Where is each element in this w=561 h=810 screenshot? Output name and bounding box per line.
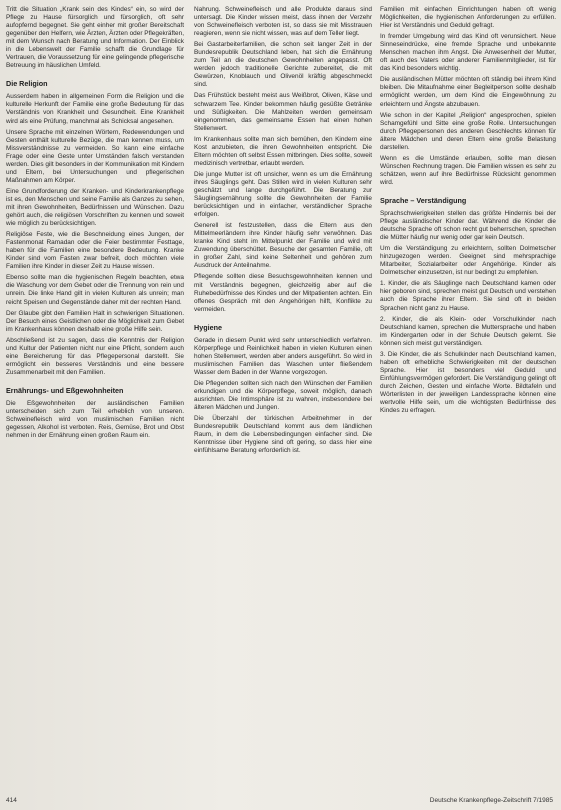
paragraph: Der Glaube gibt den Familien Halt in schwierigen Situationen. Der Besuch eines Geistlichen oder die Möglichkeit zum Gebet im Krankenhaus können deshalb eine große Hilfe sein. [6,309,184,333]
paragraph: Generell ist festzustellen, dass die Eltern aus den Mittelmeerländern ihre Kinder häufig sehr verwöhnen. Das kranke Kind steht im Mittelpunkt der Familie und wird mit Zuwendung überschüttet. Besuche der gesamten Familie, oft in großer Zahl, sind keine Seltenheit und gehören zum Ausdruck der Anteilnahme. [194,222,372,270]
paragraph: Die Eßgewohnheiten der ausländischen Familien unterscheiden sich zum Teil erheblich von unseren. Schweinefleisch wird von muslimischen Familien nicht gegessen, Alkohol ist verboten. Reis, Gemüse, Brot und Obst nehmen in der Ernährung einen großen Raum ein. [6,399,184,440]
paragraph: Nahrung. Schweinefleisch und alle Produkte daraus sind untersagt. Die Kinder wissen meist, dass ihnen der Verzehr von Schweinefleisch verboten ist, so dass sie mit Misstrauen reagieren, wenn sie nicht wissen, was auf dem Teller liegt. [194,6,372,38]
section-heading-food: Ernährungs- und Eßgewohnheiten [6,385,124,395]
paragraph: Religiöse Feste, wie die Beschneidung eines Jungen, der Fastenmonat Ramadan oder die Feier bestimmter Festtage, haben für die Familien eine besondere Bedeutung. Kranke Kinder sind vom Fasten zwar befreit, doch möchten viele Familien ihre Kinder in dieser Zeit zu Hause wissen. [6,231,184,271]
text-column-1 [6,6,184,443]
paragraph: 1. Kinder, die als Säuglinge nach Deutschland kamen oder hier geboren sind, sprechen meist gut Deutsch und verstehen auch die Sprache ihrer Eltern. Sie sind oft in beiden Sprachen nicht ganz zu Hause. [380,280,556,312]
section-heading-religion: Die Religion [6,79,48,89]
paragraph: Eine Grundforderung der Kranken- und Kinderkrankenpflege ist es, den Menschen und seine Familie als Ganzes zu sehen, mit ihren Gewohnheiten, Bedürfnissen und Wünschen. Dazu gehört auch, die religiösen Vorschriften zu kennen und soweit wie möglich zu berücksichtigen. [6,187,184,228]
page-footer [6,796,553,806]
section-heading-language: Sprache – Verständigung [380,195,467,205]
paragraph: Im Krankenhaus sollte man sich bemühen, den Kindern eine Kost anzubieten, die ihren Gewohnheiten entspricht. Die Eltern möchten oft selbst Essen mitbringen. Dies sollte, soweit medizinisch vertretbar, erlaubt werden. [194,135,372,167]
paragraph: Die Pflegenden sollten sich nach den Wünschen der Familien erkundigen und die Körperpflege, soweit möglich, danach ausrichten. Die Intimsphäre ist zu wahren, insbesondere bei älteren Mädchen und Jungen. [194,379,372,412]
paragraph: Gerade in diesem Punkt wird sehr unterschiedlich verfahren. Körperpflege und Reinlichkeit haben in vielen Kulturen einen hohen Stellenwert, werden aber anders ausgeführt. So wird in muslimischen Familien das Waschen unter fließendem Wasser dem Baden in der Wanne vorgezogen. [194,336,372,376]
paragraph: 3. Die Kinder, die als Schulkinder nach Deutschland kamen, haben oft erhebliche Schwierigkeiten mit der deutschen Sprache. Hier ist besonders viel Geduld und Einfühlungsvermögen gefordert. Die Verständigung gelingt oft durch Zeichen, Gesten und einfache Worte. Bildtafeln und Wörterlisten in der jeweiligen Landessprache können eine wertvolle Hilfe sein, um die wichtigsten Bedürfnisse des Kindes zu erfragen. [380,350,556,415]
paragraph: Ausserdem haben in allgemeinen Form die Religion und die kulturelle Herkunft der Familie eine große Bedeutung für das Verständnis von Krankheit und Gesundheit. Eine Krankheit wird als eine Prüfung, manchmal als Schicksal angesehen. [6,93,184,125]
paragraph: Die junge Mutter ist oft unsicher, wenn es um die Ernährung ihres Säuglings geht. Das Stillen wird in vielen Kulturen sehr geschätzt und lange durchgeführt. Die Beratung zur Säuglingsernährung sollte die Gewohnheiten der Familie berücksichtigen und in einfacher, verständlicher Sprache erfolgen. [194,170,372,219]
page-number: 414 [6,797,17,804]
paragraph: Das Frühstück besteht meist aus Weißbrot, Oliven, Käse und schwarzem Tee. Kinder bekommen häufig gesüßte Getränke und Süßigkeiten. Die Mahlzeiten werden gemeinsam eingenommen, das gemeinsame Essen hat einen hohen Stellenwert. [194,92,372,132]
paragraph: Um die Verständigung zu erleichtern, sollten Dolmetscher hinzugezogen werden. Geeignet sind mehrsprachige Mitarbeiter, Sozialarbeiter oder Angehörige. Kinder als Dolmetscher einzusetzen, ist nur bedingt zu empfehlen. [380,245,556,277]
paragraph: Wenn es die Umstände erlauben, sollte man diesen Wünschen Rechnung tragen. Die Familien wissen es sehr zu schätzen, wenn auf ihre Bedürfnisse Rücksicht genommen wird. [380,154,556,186]
paragraph: Die ausländischen Mütter möchten oft ständig bei ihrem Kind bleiben. Die Mitaufnahme einer Begleitperson sollte deshalb ermöglicht werden, um dem Kind die Eingewöhnung zu erleichtern und Ängste abzubauen. [380,76,556,108]
paragraph: Bei Gastarbeiterfamilien, die schon seit langer Zeit in der Bundesrepublik Deutschland leben, hat sich die Ernährung zum Teil an die deutschen Gewohnheiten angepasst. Oft werden jedoch traditionelle Gerichte zubereitet, die mit Gewürzen, Knoblauch und Olivenöl kräftig abgeschmeckt sind. [194,41,372,89]
paragraph: Familien mit einfachen Einrichtungen haben oft wenig Möglichkeiten, die hygienischen Anforderungen zu erfüllen. Hier ist Verständnis und Geduld gefragt. [380,6,556,30]
paragraph: Wie schon in der Kapitel „Religion“ angesprochen, spielen Schamgefühl und Sitte eine große Rolle. Untersuchungen durch Pflegepersonen des anderen Geschlechts können für ältere Mädchen und deren Eltern eine große Belastung darstellen. [380,111,556,151]
text-column-2 [194,6,372,458]
paragraph: In fremder Umgebung wird das Kind oft verunsichert. Neue Sinneseindrücke, eine fremde Sprache und unbekannte Menschen machen ihm Angst. Die Anwesenheit der Mutter, oft auch des Vaters oder anderer Familienmitglieder, ist für das Kind besonders wichtig. [380,33,556,73]
paragraph: Pflegende sollten diese Besuchsgewohnheiten kennen und mit Verständnis begegnen, gleichzeitig aber auf die Ruhebedürfnisse des Kindes und der Mitpatienten achten. Ein offenes Gespräch mit den Angehörigen hilft, Konflikte zu vermeiden. [194,273,372,313]
paragraph: Tritt die Situation „Krank sein des Kindes“ ein, so wird der Pflege zu Hause fürsorglich und fürsorglich, oft sehr aufopfernd begegnet. Sie geht einher mit großer Bereitschaft gegenüber den Helfern, wie Ärzten, Ärzten oder Pflegekräften, mit dem Wunsch nach Beratung und Information. Der Einblick in die Lebenswelt der Familie schafft die Grundlage für Vertrauen, die Voraussetzung für eine gelingende pflegerische Betreuung im häuslichen Umfeld. [6,6,184,70]
paragraph: Sprachschwierigkeiten stellen das größte Hindernis bei der Pflege ausländischer Kinder dar. Während die Kinder die deutsche Sprache oft schon recht gut beherrschen, sprechen die Mütter häufig nur wenig oder gar kein Deutsch. [380,209,556,242]
paragraph: Die Überzahl der türkischen Arbeitnehmer in der Bundesrepublik Deutschland kommt aus dem ländlichen Raum, in dem die Lebensbedingungen einfacher sind. Die Kenntnisse über Hygiene sind oft gering, so dass hier eine einfühlsame Beratung erforderlich ist. [194,415,372,455]
paragraph: Ebenso sollte man die hygienischen Regeln beachten, etwa die Waschung vor dem Gebet oder die Trennung von rein und unrein. Die linke Hand gilt in vielen Kulturen als unrein; man reicht Speisen und Gegenstände daher mit der rechten Hand. [6,274,184,306]
footer-source: Deutsche Krankenpflege-Zeitschrift 7/1985 [429,797,553,804]
text-column-3 [380,6,556,418]
paragraph: Unsere Sprache mit einzelnen Wörtern, Redewendungen und Gesten enthält kulturelle Bezüge, die man kennen muss, um Missverständnisse zu vermeiden. So kann eine einfache Frage oder eine Geste unter Umständen falsch verstanden werden. Dies gilt besonders in der Kommunikation mit Kindern und Eltern, bei Untersuchungen und pflegerischen Maßnahmen am Körper. [6,128,184,184]
section-heading-hygiene: Hygiene [194,322,222,332]
paragraph: Abschließend ist zu sagen, dass die Kenntnis der Religion und Kultur der Patienten nicht nur eine Pflicht, sondern auch eine Bereicherung für das Pflegepersonal darstellt. Sie ermöglicht ein besseres Verständnis und eine bessere Zusammenarbeit mit den Familien. [6,336,184,376]
paragraph: 2. Kinder, die als Klein- oder Vorschulkinder nach Deutschland kamen, sprechen die Muttersprache und haben im Kindergarten oder in der Schule Deutsch gelernt. Sie können sich meist gut verständigen. [380,315,556,347]
